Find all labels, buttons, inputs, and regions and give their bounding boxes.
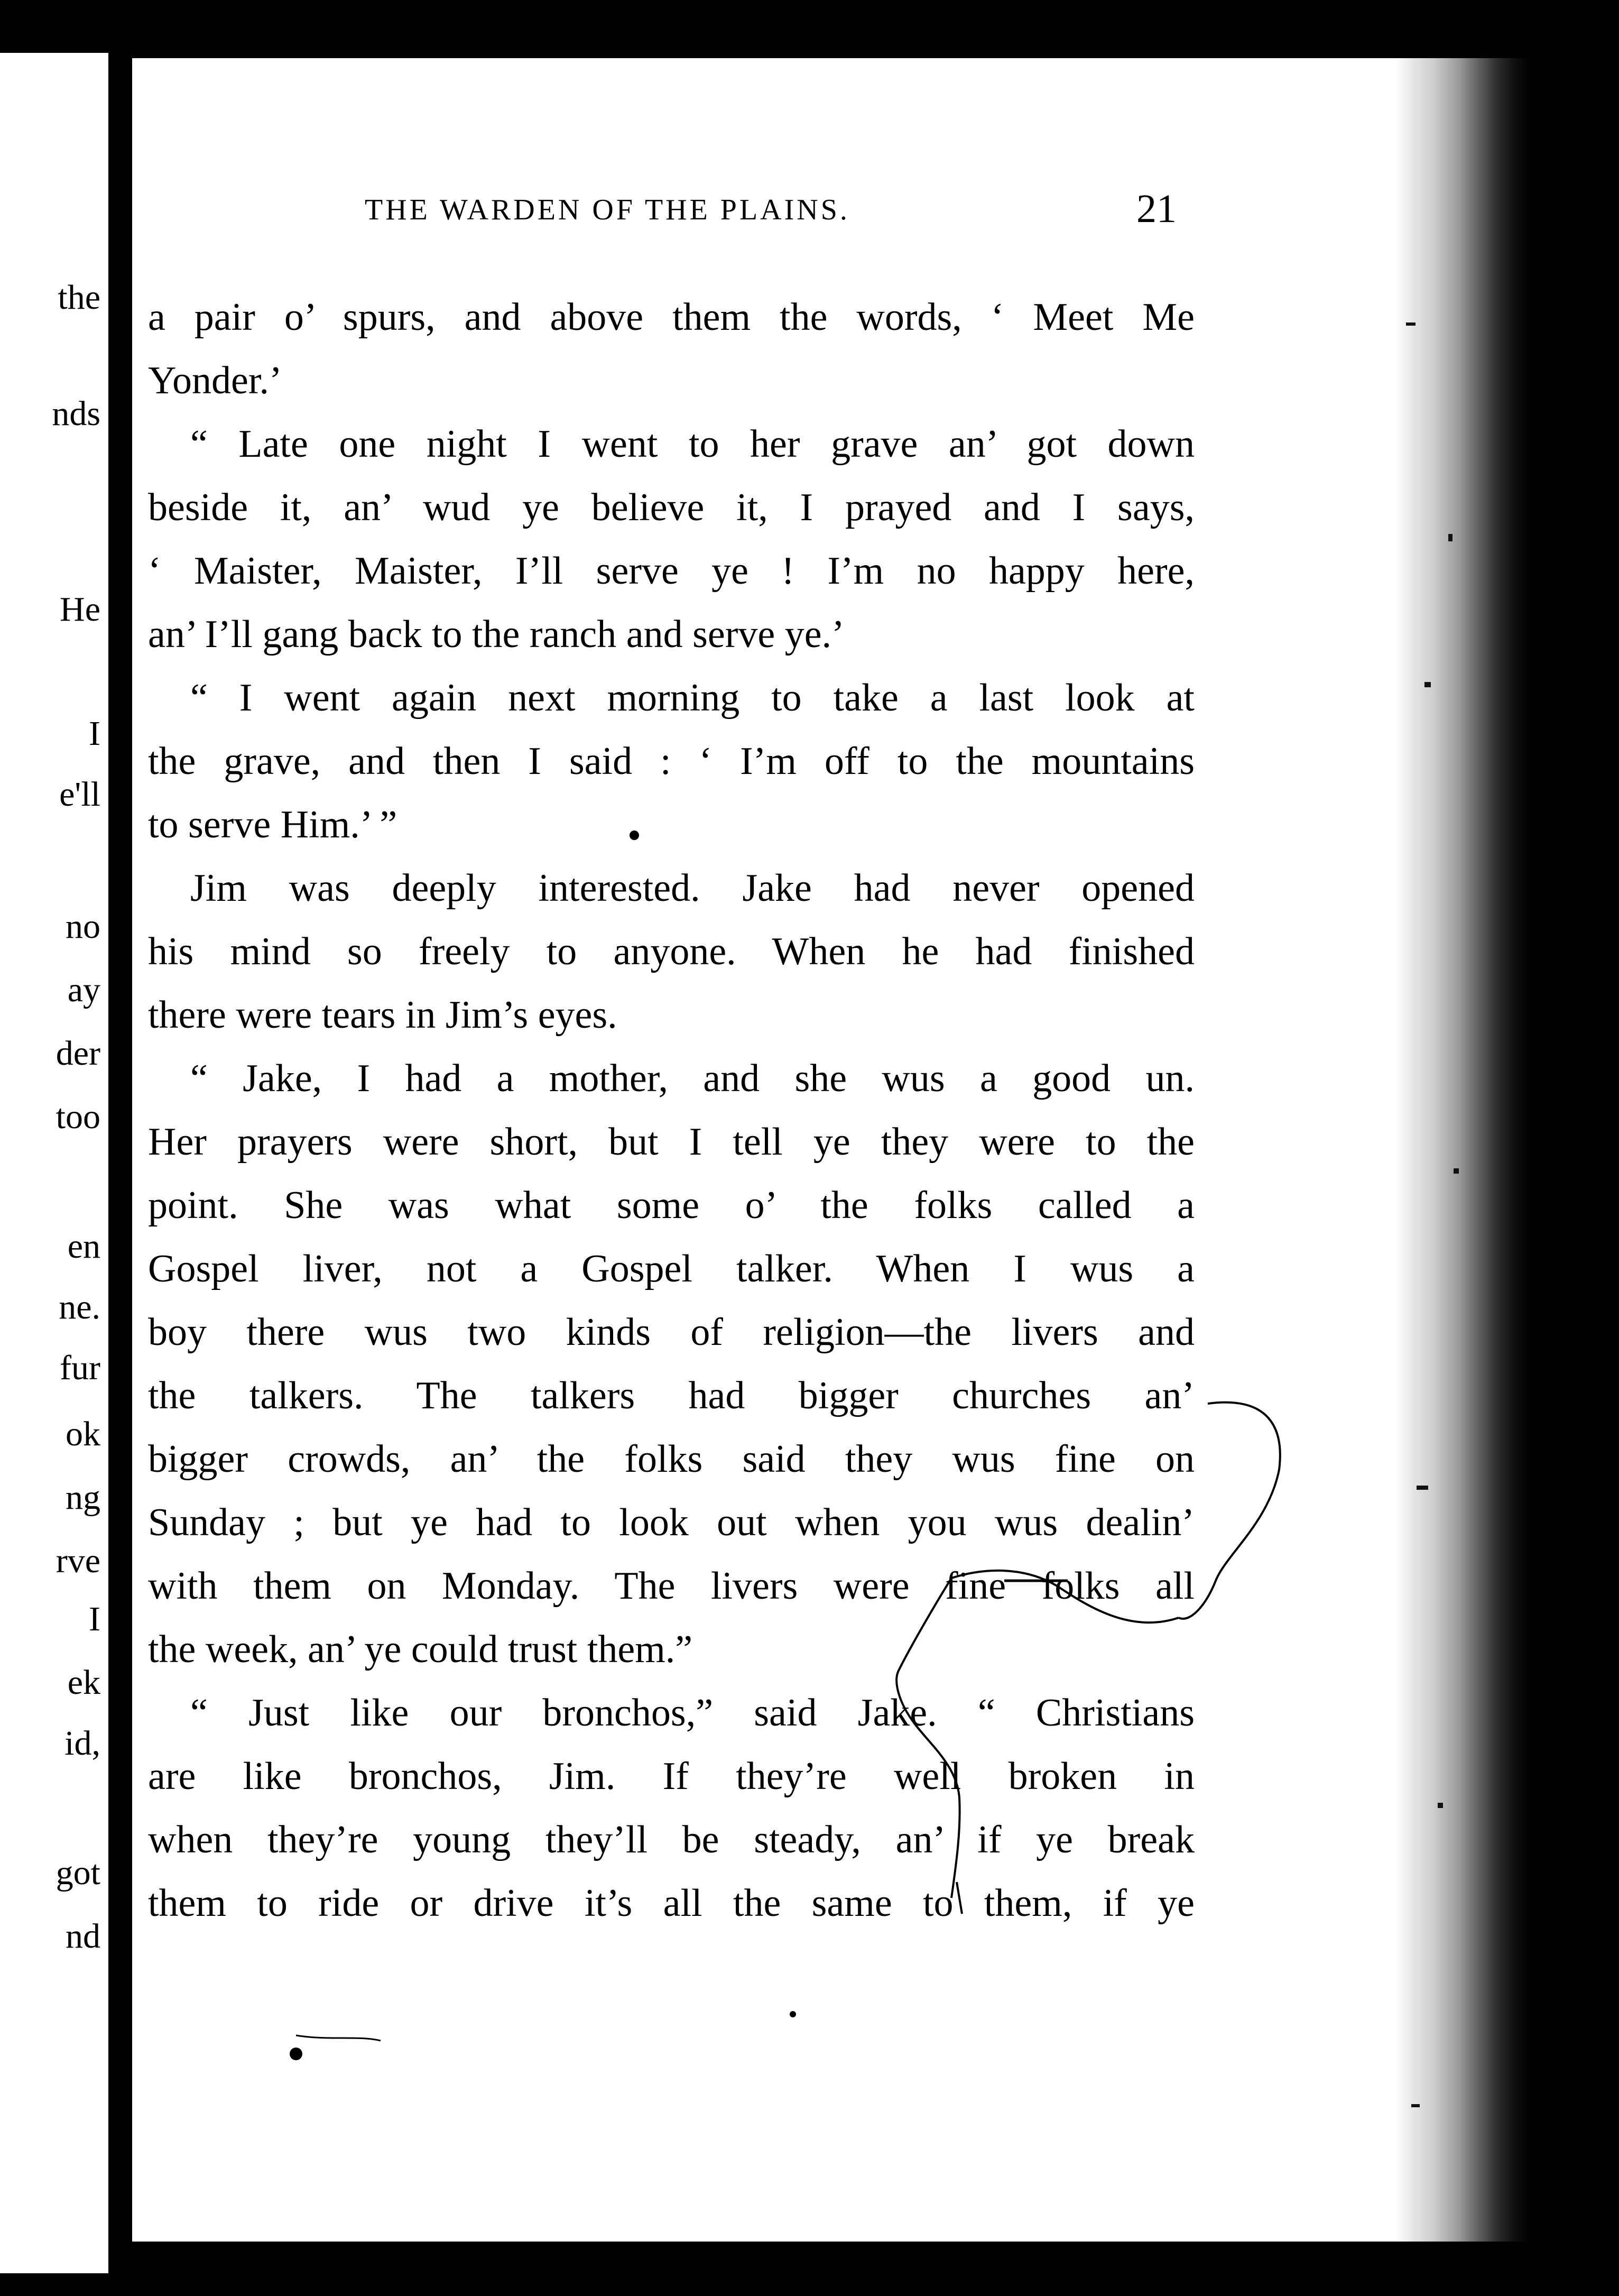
text-line: Sunday ; but ye had to look out when you wus dealin’ (148, 1501, 1195, 1544)
facing-page-fragment: nds (52, 394, 100, 433)
facing-page-strip (0, 53, 108, 2273)
facing-page-fragment: nd (66, 1917, 100, 1956)
text-line: them to ride or drive it’s all the same to them, if ye (148, 1882, 1195, 1925)
facing-page-fragment: I (89, 714, 100, 753)
facing-page-fragment: ne. (59, 1288, 100, 1326)
facing-page-fragment: id, (64, 1724, 100, 1763)
text-line: ‘ Maister, Maister, I’ll serve ye ! I’m no happy here, (148, 549, 1195, 593)
body-text (148, 285, 1195, 1935)
facing-page-fragment: He (60, 590, 100, 629)
text-line: with them on Monday. The livers were fine folks all (148, 1564, 1195, 1608)
text-line: are like bronchos, Jim. If they’re well broken in (148, 1755, 1195, 1798)
text-line: Yonder.’ (148, 359, 282, 402)
facing-page-fragment: the (58, 278, 100, 317)
text-line: Jim was deeply interested. Jake had never opened (190, 866, 1195, 910)
facing-page-fragment: I (89, 1600, 100, 1638)
facing-page-fragment: rve (55, 1542, 100, 1580)
running-head: THE WARDEN OF THE PLAINS. (365, 193, 850, 226)
text-line: when they’re young they’ll be steady, an’ if ye break (148, 1818, 1195, 1861)
text-line: point. She was what some o’ the folks called a (148, 1184, 1195, 1227)
facing-page-fragment: e'll (59, 775, 100, 814)
facing-page-fragment: ok (66, 1415, 100, 1453)
facing-page-fragment: en (67, 1227, 100, 1266)
text-line: to serve Him.’ ” (148, 803, 397, 846)
text-line: Gospel liver, not a Gospel talker. When I wus a (148, 1247, 1195, 1290)
facing-page-fragment: too (55, 1098, 100, 1136)
facing-page-fragment: ay (67, 971, 100, 1009)
text-line: there were tears in Jim’s eyes. (148, 993, 617, 1037)
facing-page-fragment: ng (66, 1478, 100, 1517)
facing-page-fragment: der (55, 1034, 100, 1073)
binding-gutter (108, 0, 132, 2296)
facing-page-fragment: fur (60, 1349, 100, 1387)
text-line: his mind so freely to anyone. When he had finished (148, 930, 1195, 973)
text-line: an’ I’ll gang back to the ranch and serve ye.’ (148, 613, 845, 656)
facing-page-fragment: no (66, 907, 100, 946)
text-line: “ I went again next morning to take a last look at (190, 676, 1195, 720)
text-line: a pair o’ spurs, and above them the words, ‘ Meet Me (148, 296, 1195, 339)
text-line: the grave, and then I said : ‘ I’m off to the mountains (148, 740, 1195, 783)
text-line: boy there wus two kinds of religion—the livers and (148, 1311, 1195, 1354)
page-edge-shadow (1374, 58, 1619, 2242)
text-line: “ Late one night I went to her grave an’ got down (190, 422, 1195, 466)
text-line: Her prayers were short, but I tell ye they were to the (148, 1120, 1195, 1164)
text-line: the talkers. The talkers had bigger churches an’ (148, 1374, 1195, 1417)
facing-page-fragment: got (55, 1854, 100, 1892)
text-line: bigger crowds, an’ the folks said they wus fine on (148, 1437, 1195, 1481)
facing-page-fragment: ek (67, 1663, 100, 1702)
text-line: “ Just like our bronchos,” said Jake. “ Christians (190, 1691, 1195, 1735)
text-line: “ Jake, I had a mother, and she wus a good un. (190, 1057, 1195, 1100)
text-line: the week, an’ ye could trust them.” (148, 1628, 693, 1671)
text-line: beside it, an’ wud ye believe it, I prayed and I says, (148, 486, 1195, 529)
page-number: 21 (1136, 187, 1177, 231)
